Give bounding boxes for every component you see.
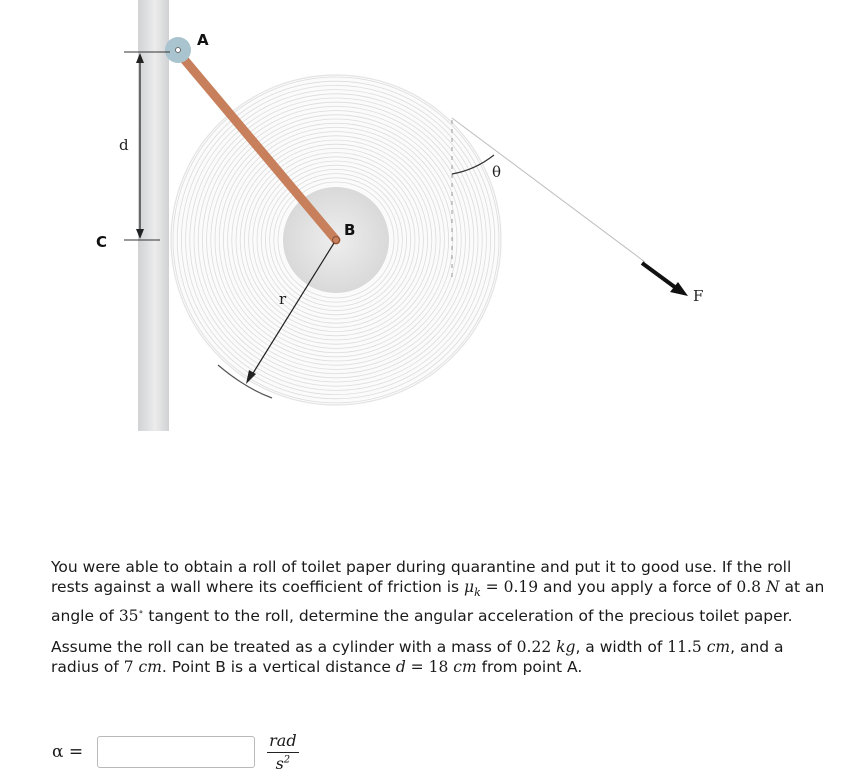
- label-c: C: [96, 233, 108, 251]
- force-arrow: [642, 263, 676, 288]
- label-d: d: [119, 136, 129, 154]
- label-a: A: [197, 31, 209, 49]
- label-theta: θ: [492, 163, 502, 181]
- unit-denominator: $s^2$: [275, 754, 291, 773]
- problem-statement: [51, 557, 831, 677]
- alpha-label: α =: [52, 742, 84, 762]
- problem-paragraph-1: You were able to obtain a roll of toilet paper during quarantine and put it to good use. If the roll rests against a wall where its coefficient of friction is $\mu_k = 0.19$ and you apply a force of 0.8 N at an angle of 35∘ tangent to the roll, determine the angular acceleration of the precious toilet paper.: [51, 558, 825, 626]
- unit-fraction: [267, 731, 298, 773]
- label-f: F: [693, 287, 704, 305]
- label-b: B: [344, 221, 356, 239]
- answer-row: [52, 730, 299, 774]
- label-r: r: [279, 290, 287, 308]
- wall: [138, 0, 169, 431]
- unit-numerator: rad: [267, 731, 298, 753]
- problem-paragraph-2: Assume the roll can be treated as a cylinder with a mass of 0.22 kg, a width of 11.5 cm, and a radius of 7 cm. Point B is a vertical distance d = 18 cm from point A.: [51, 638, 784, 677]
- point-b-dot: [333, 237, 340, 244]
- angular-acceleration-input[interactable]: [97, 736, 255, 768]
